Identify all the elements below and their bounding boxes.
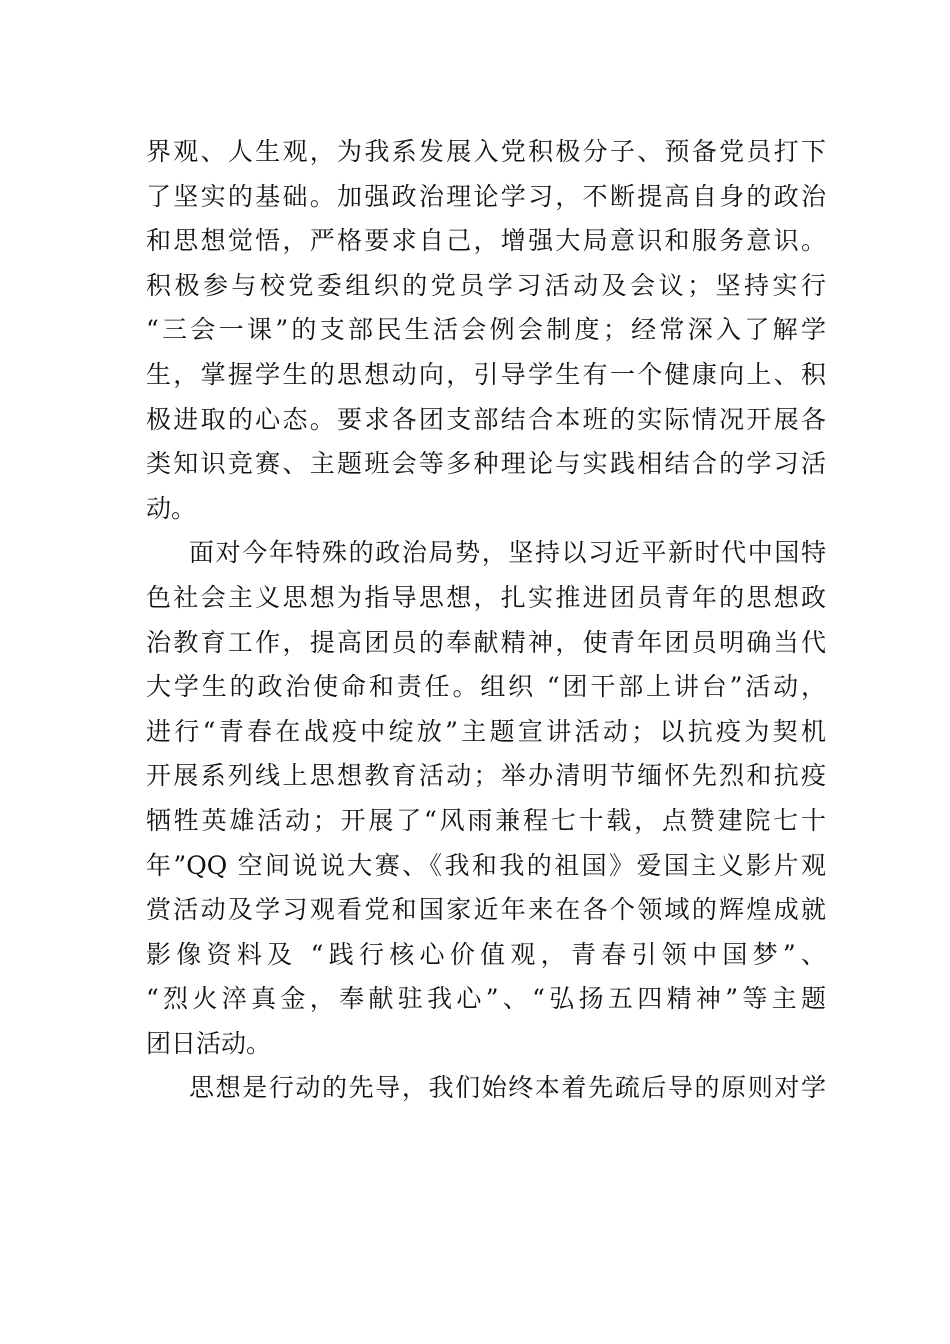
paragraph [146, 130, 826, 531]
text-line: 年”QQ 空间说说大赛、《我和我的祖国》爱国主义影片观 [146, 850, 826, 880]
paragraph [146, 531, 826, 1066]
text-line: 面对今年特殊的政治局势，坚持以习近平新时代中国特 [189, 538, 826, 568]
text-line: “烈火淬真金，奉献驻我心”、“弘扬五四精神”等主题 [146, 984, 826, 1014]
text-line: 思想是行动的先导，我们始终本着先疏后导的原则对学 [189, 1073, 826, 1103]
text-line: 治教育工作，提高团员的奉献精神，使青年团员明确当代 [146, 627, 826, 657]
text-line: 和思想觉悟，严格要求自己，增强大局意识和服务意识。 [146, 226, 826, 256]
text-line: 影像资料及 “践行核心价值观，青春引领中国梦”、 [146, 939, 826, 969]
text-line: 类知识竞赛、主题班会等多种理论与实践相结合的学习活 [146, 449, 826, 479]
text-line: 大学生的政治使命和责任。组织 “团干部上讲台”活动， [146, 672, 826, 702]
text-line: 进行“青春在战疫中绽放”主题宣讲活动；以抗疫为契机 [146, 716, 826, 746]
paragraph [146, 1066, 826, 1111]
text-line: 牺牲英雄活动；开展了“风雨兼程七十载，点赞建院七十 [146, 805, 826, 835]
text-line: 积极参与校党委组织的党员学习活动及会议；坚持实行 [146, 270, 826, 300]
text-line: 极进取的心态。要求各团支部结合本班的实际情况开展各 [146, 404, 826, 434]
text-line: 界观、人生观，为我系发展入党积极分子、预备党员打下 [146, 137, 826, 166]
text-line: 开展系列线上思想教育活动；举办清明节缅怀先烈和抗疫 [146, 761, 826, 791]
text-line: 色社会主义思想为指导思想，扎实推进团员青年的思想政 [146, 582, 826, 612]
text-line: “三会一课”的支部民生活会例会制度；经常深入了解学 [146, 315, 826, 345]
text-line: 了坚实的基础。加强政治理论学习，不断提高自身的政治 [146, 181, 826, 211]
text-line: 团日活动。 [146, 1028, 272, 1058]
text-line: 动。 [146, 493, 197, 523]
text-line: 赏活动及学习观看党和国家近年来在各个领域的辉煌成就 [146, 895, 826, 925]
text-line: 生，掌握学生的思想动向，引导学生有一个健康向上、积 [146, 359, 826, 389]
document-body [146, 130, 826, 1111]
